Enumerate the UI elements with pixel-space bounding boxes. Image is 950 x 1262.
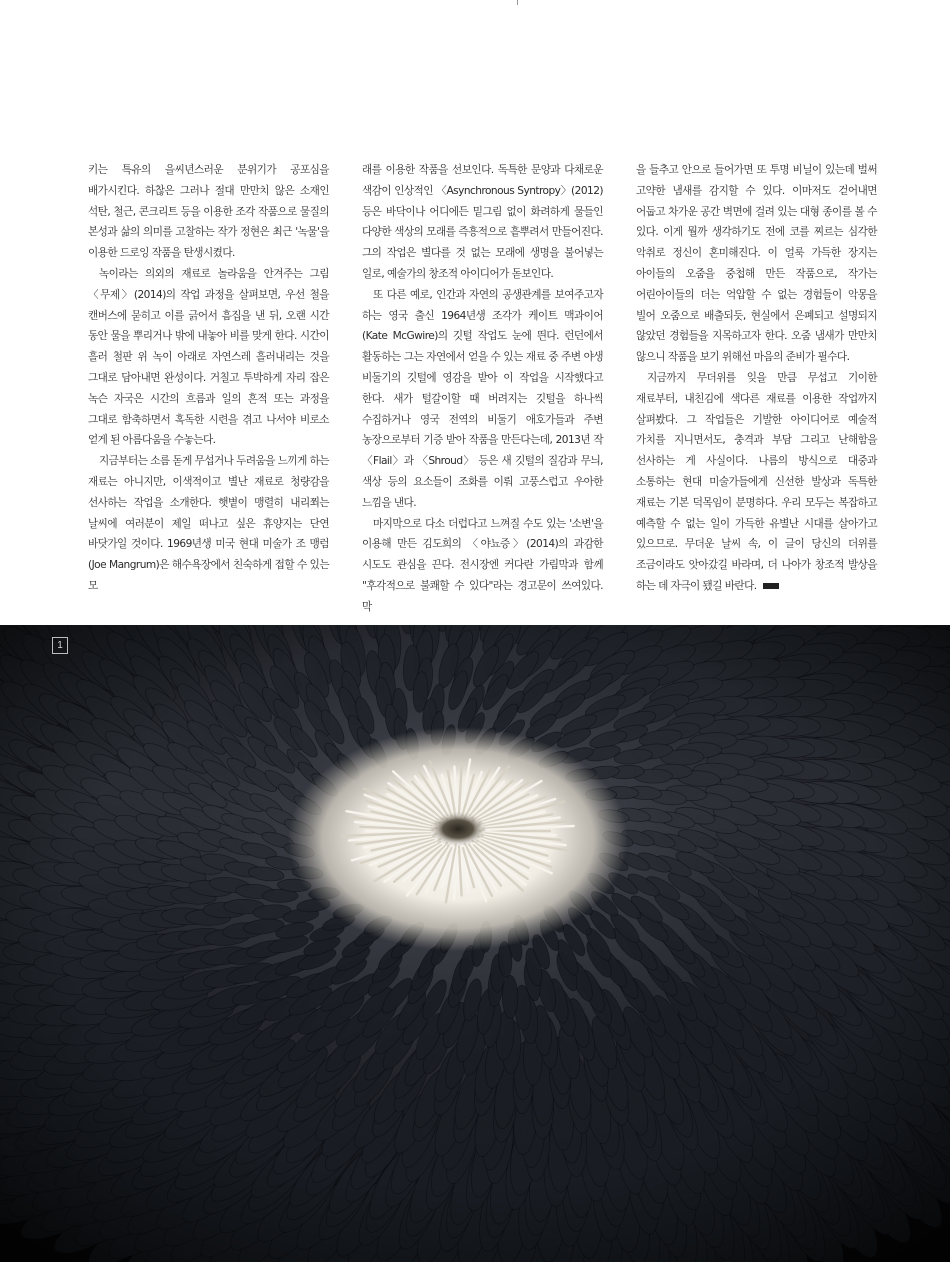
paragraph: 지금부터는 소름 돋게 무섭거나 두려움을 느끼게 하는 재료는 아니지만, 이색적이고 별난 재료로 청량감을 선사하는 작업을 소개한다. 햇볕이 맹렬히 내리쬐는 날씨에 여러분이 제일 떠나고 싶은 휴양지는 단연 바닷가일 것이다. 1969년생 미국 현대 미술가 조 맹럼(Joe Mangrum)은 해수욕장에서 친숙하게 접할 수 있는 모 (88, 455, 329, 592)
paragraph-text: 지금까지 무더위를 잊을 만큼 무섭고 기이한 재료부터, 내친김에 색다른 재료를 이용한 작업까지 살펴봤다. 그 작업들은 기발한 아이디어로 예술적 가치를 지니면서도, 충격과 부담 그리고 난해함을 선사하는 게 사실이다. 나름의 방식으로 대중과 소통하는 현대 미술가들에게 신선한 발상과 독특한 재료는 기본 덕목임이 분명하다. 우리 모두는 복잡하고 예측할 수 없는 일이 가득한 유별난 시대를 살아가고 있으므로. 무더운 날씨 속, 이 글이 당신의 더위를 조금이라도 앗아갔길 바라며, 더 나아가 창조적 발상을 하는 데 자극이 됐길 바란다. (636, 371, 877, 592)
paragraph: 을 들추고 안으로 들어가면 또 투명 비닐이 있는데 벌써 고약한 냄새를 감지할 수 있다. 이마저도 걷어내면 어둡고 차가운 공간 벽면에 걸려 있는 대형 종이를 볼 수 있다. 이게 뭘까 생각하기도 전에 코를 찌르는 심각한 악취로 정신이 혼미해진다. 이 얼룩 가득한 장지는 아이들의 오줌을 중첩해 만든 작품으로, 작가는 어린아이들의 더는 억압할 수 없는 경험들이 악몽을 빌어 오줌으로 배출되듯, 현실에서 은폐되고 설명되지 않았던 경험들을 지목하고자 한다. 오줌 냄새가 만만치 않으니 작품을 보기 위해선 마음의 준비가 필수다. (636, 164, 877, 364)
paragraph: 키는 특유의 을씨년스러운 분위기가 공포심을 배가시킨다. 하찮은 그러나 절대 만만치 않은 소재인 석탄, 철근, 콘크리트 등을 이용한 조각 작품으로 물질의 본성과 삶의 의미를 고찰하는 작가 정현은 최근 '녹물'을 이용한 드로잉 작품을 탄생시켰다. (88, 164, 329, 260)
figure-number-label: 1 (52, 637, 68, 654)
text-column-1 (88, 160, 329, 618)
paragraph (636, 368, 877, 597)
paragraph: 녹이라는 의외의 재료로 놀라움을 안겨주는 그림 〈무제〉(2014)의 작업 과정을 살펴보면, 우선 철을 캔버스에 묻히고 이를 긁어서 흠집을 낸 뒤, 오랜 시간 동안 물을 뿌리거나 밖에 내놓아 비를 맞게 한다. 시간이 흘러 철판 위 녹이 아래로 자연스레 흘러내리는 것을 그대로 담아내면 완성이다. 거칠고 투박하게 자리 잡은 녹슨 자국은 시간의 흐름과 일의 흔적 또는 과정을 그대로 함축하면서 혹독한 시련을 겪고 나서야 비로소 얻게 된 아름다움을 수놓는다. (88, 267, 329, 447)
page-fold-mark (517, 0, 518, 5)
paragraph: 또 다른 예로, 인간과 자연의 공생관계를 보여주고자 하는 영국 출신 1964년생 조각가 케이트 맥과이어(Kate McGwire)의 깃털 작업도 눈에 띈다. 런던에서 활동하는 그는 자연에서 얻을 수 있는 재료 중 주변 야생 비둘기의 깃털에 영감을 받아 이 작업을 시작했다고 한다. 새가 털갈이할 때 버려지는 깃털을 하나씩 수집하거나 영국 전역의 비둘기 애호가들과 주변 농장으로부터 기증 받아 작품을 만든다는데, 2013년 작 〈Flail〉과 〈Shroud〉 등은 새 깃털의 질감과 무늬, 색상 등의 요소들이 조화를 이뤄 고풍스럽고 우아한 느낌을 낸다. (362, 288, 603, 509)
paragraph: 마지막으로 다소 더럽다고 느껴질 수도 있는 '소변'을 이용해 만든 김도희의 〈야뇨증〉(2014)의 과감한 시도도 관심을 끈다. 전시장엔 커다란 가림막과 함께 "후각적으로 불쾌할 수 있다"라는 경고문이 쓰여있다. 막 (362, 517, 603, 613)
feather-artwork-photo (0, 625, 950, 1262)
paragraph: 래를 이용한 작품을 선보인다. 독특한 문양과 다채로운 색감이 인상적인 〈Asynchronous Syntropy〉(2012) 등은 바닥이나 어디에든 밑그림 없이 화려하게 물들인 다양한 색상의 모래를 즉흥적으로 흩뿌려서 만들어진다. 그의 작업은 별다를 것 없는 모래에 생명을 불어넣는 일로, 예술가의 창조적 아이디어가 돋보인다. (362, 164, 603, 280)
end-of-article-mark (763, 583, 779, 589)
text-column-3 (636, 160, 877, 618)
text-column-2 (362, 160, 603, 618)
feather-sculpture-image (0, 625, 950, 1262)
article-body (88, 160, 878, 618)
